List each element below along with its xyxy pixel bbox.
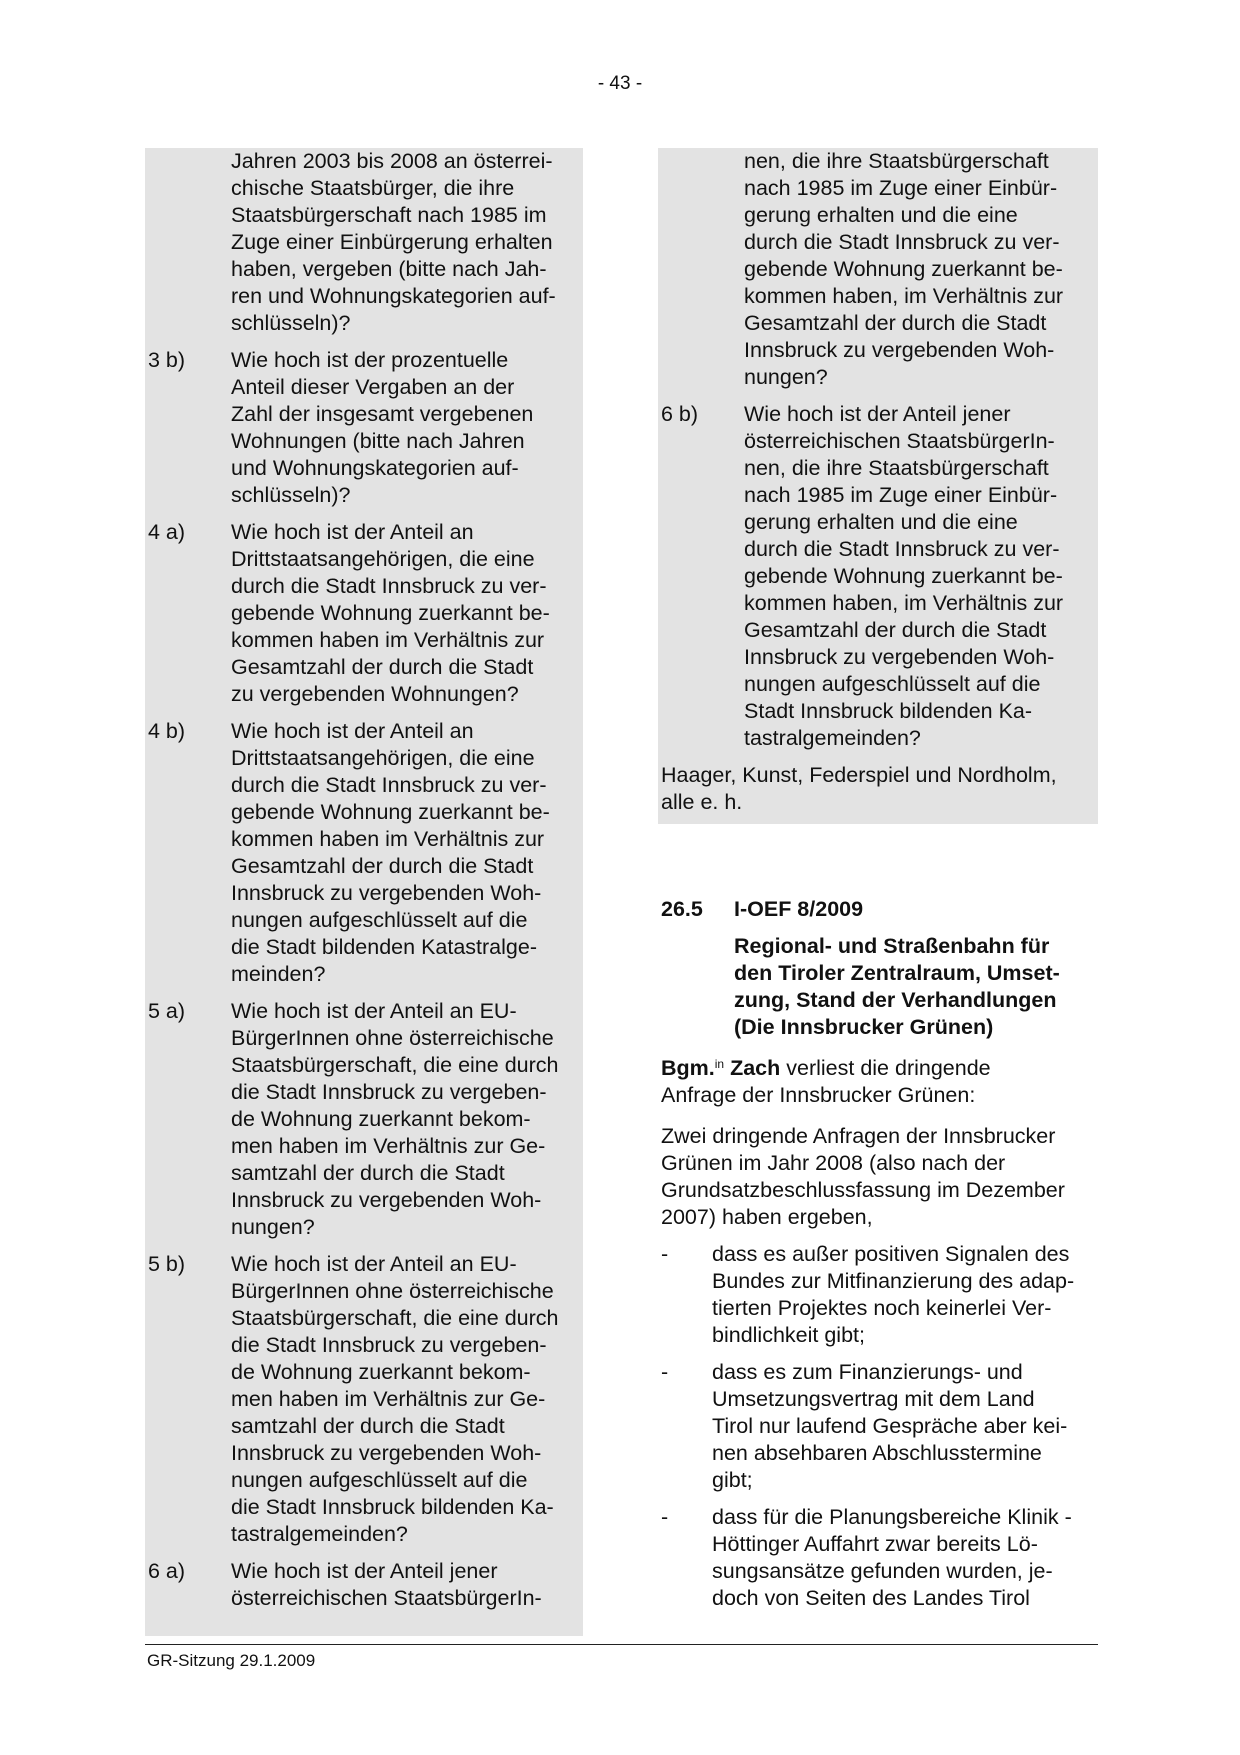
text-line: Innsbruck zu vergebenden Woh- (231, 1441, 542, 1465)
text-line: Zwei dringende Anfragen der Innsbrucker (661, 1124, 1056, 1148)
text-line: gebende Wohnung zuerkannt be- (231, 601, 550, 625)
text-line: Umsetzungsvertrag mit dem Land (712, 1387, 1035, 1411)
question-number: 6 b) (661, 402, 699, 426)
text-line: Wie hoch ist der Anteil an (231, 520, 474, 544)
text-line: zu vergebenden Wohnungen? (231, 682, 519, 706)
text-line: men haben im Verhältnis zur Ge- (231, 1134, 546, 1158)
text-line: die Stadt Innsbruck zu vergeben- (231, 1333, 547, 1357)
text-line: dass es außer positiven Signalen des (712, 1242, 1070, 1266)
text-line: Wie hoch ist der Anteil jener (231, 1559, 498, 1583)
question-number: 3 b) (148, 348, 186, 372)
text-line: nungen aufgeschlüsselt auf die (231, 908, 528, 932)
page-number: - 43 - (597, 73, 643, 94)
text-line: tierten Projektes noch keinerlei Ver- (712, 1296, 1052, 1320)
text-line: durch die Stadt Innsbruck zu ver- (744, 537, 1060, 561)
text-line: sungsansätze gefunden wurden, je- (712, 1559, 1053, 1583)
question-number: 6 a) (148, 1559, 186, 1583)
text-line: Grünen im Jahr 2008 (also nach der (661, 1151, 1006, 1175)
text-line: Stadt Innsbruck bildenden Ka- (744, 699, 1033, 723)
text-line: verliest die dringende (786, 1056, 991, 1080)
section-code: I-OEF 8/2009 (734, 897, 864, 921)
text-line: bindlichkeit gibt; (712, 1323, 865, 1347)
text-line: (Die Innsbrucker Grünen) (734, 1015, 994, 1039)
text-line: ren und Wohnungskategorien auf- (231, 284, 556, 308)
question-5b (145, 1251, 583, 1548)
bullet-dash: - (661, 1242, 669, 1266)
text-line: BürgerInnen ohne österreichische (231, 1026, 554, 1050)
text-line: gebende Wohnung zuerkannt be- (744, 257, 1063, 281)
text-line: Zahl der insgesamt vergebenen (231, 402, 534, 426)
text-line: Gesamtzahl der durch die Stadt (744, 311, 1047, 335)
body-paragraph (658, 1123, 1098, 1231)
text-line: chische Staatsbürger, die ihre (231, 176, 515, 200)
text-line: schlüsseln)? (231, 311, 351, 335)
text-line: samtzahl der durch die Stadt (231, 1161, 505, 1185)
speaker-title: Bgm. (661, 1056, 715, 1080)
text-line: gerung erhalten und die eine (744, 510, 1018, 534)
text-line: Wie hoch ist der Anteil an EU- (231, 1252, 517, 1276)
text-line: Innsbruck zu vergebenden Woh- (231, 881, 542, 905)
text-line: BürgerInnen ohne österreichische (231, 1279, 554, 1303)
text-line: Jahren 2003 bis 2008 an österrei- (231, 149, 553, 173)
text-line: Wie hoch ist der prozentuelle (231, 348, 509, 372)
text-line: Bundes zur Mitfinanzierung des adap- (712, 1269, 1075, 1293)
question-3b (145, 347, 583, 509)
text-line: Gesamtzahl der durch die Stadt (231, 655, 534, 679)
text-line: kommen haben, im Verhältnis zur (744, 591, 1064, 615)
bullet-item (661, 1504, 1098, 1612)
text-line: nen absehbaren Abschlusstermine (712, 1441, 1042, 1465)
text-line: Staatsbürgerschaft, die eine durch (231, 1053, 559, 1077)
page-footer: GR-Sitzung 29.1.2009 (147, 1651, 316, 1670)
text-line: gibt; (712, 1468, 753, 1492)
text-line: die Stadt Innsbruck zu vergeben- (231, 1080, 547, 1104)
speaker-title-suffix: in (714, 1057, 725, 1071)
text-line: Anfrage der Innsbrucker Grünen: (661, 1083, 976, 1107)
signers (658, 762, 1098, 816)
question-number: 5 b) (148, 1252, 186, 1276)
text-line: Haager, Kunst, Federspiel und Nordholm, (661, 763, 1057, 787)
text-line: die Stadt bildenden Katastralge- (231, 935, 537, 959)
text-line: nungen aufgeschlüsselt auf die (231, 1468, 528, 1492)
text-line: nach 1985 im Zuge einer Einbür- (744, 176, 1058, 200)
footer-divider (145, 1644, 1098, 1645)
text-line: dass für die Planungsbereiche Klinik - (712, 1505, 1072, 1529)
section-number: 26.5 (661, 897, 703, 921)
text-line: kommen haben, im Verhältnis zur (744, 284, 1064, 308)
question-6b (658, 401, 1098, 752)
text-line: nungen aufgeschlüsselt auf die (744, 672, 1041, 696)
text-line: durch die Stadt Innsbruck zu ver- (744, 230, 1060, 254)
text-line: den Tiroler Zentralraum, Umset- (734, 961, 1060, 985)
text-line: durch die Stadt Innsbruck zu ver- (231, 773, 547, 797)
question-4b (145, 718, 583, 988)
left-column (145, 148, 583, 1622)
text-line: schlüsseln)? (231, 483, 351, 507)
text-line: Drittstaatsangehörigen, die eine (231, 746, 535, 770)
text-line: Wie hoch ist der Anteil an EU- (231, 999, 517, 1023)
text-line: men haben im Verhältnis zur Ge- (231, 1387, 546, 1411)
section-heading (661, 896, 1098, 923)
text-line: nen, die ihre Staatsbürgerschaft (744, 456, 1049, 480)
text-line: tastralgemeinden? (744, 726, 921, 750)
text-line: und Wohnungskategorien auf- (231, 456, 519, 480)
text-line: Wohnungen (bitte nach Jahren (231, 429, 525, 453)
bullet-item (661, 1359, 1098, 1494)
text-line: Drittstaatsangehörigen, die eine (231, 547, 535, 571)
question-continuation (145, 148, 583, 337)
text-line: Gesamtzahl der durch die Stadt (231, 854, 534, 878)
text-line: österreichischen StaatsbürgerIn- (231, 1586, 542, 1610)
text-line: tastralgemeinden? (231, 1522, 408, 1546)
text-line: haben, vergeben (bitte nach Jah- (231, 257, 547, 281)
question-6a (145, 1558, 583, 1612)
speaker-paragraph (658, 1055, 1098, 1109)
bullet-item (661, 1241, 1098, 1349)
text-line: nach 1985 im Zuge einer Einbür- (744, 483, 1058, 507)
text-line: alle e. h. (661, 790, 743, 814)
text-line: Innsbruck zu vergebenden Woh- (744, 338, 1055, 362)
question-4a (145, 519, 583, 708)
text-line: durch die Stadt Innsbruck zu ver- (231, 574, 547, 598)
text-line: meinden? (231, 962, 326, 986)
text-line: kommen haben im Verhältnis zur (231, 827, 545, 851)
text-line: Regional- und Straßenbahn für (734, 934, 1050, 958)
question-5a (145, 998, 583, 1241)
text-line: Gesamtzahl der durch die Stadt (744, 618, 1047, 642)
speaker-name: Zach (730, 1056, 781, 1080)
text-line: zung, Stand der Verhandlungen (734, 988, 1057, 1012)
section-title (658, 933, 1098, 1041)
text-line: Tirol nur laufend Gespräche aber kei- (712, 1414, 1068, 1438)
text-line: gebende Wohnung zuerkannt be- (231, 800, 550, 824)
text-line: Höttinger Auffahrt zwar bereits Lö- (712, 1532, 1038, 1556)
text-line: Innsbruck zu vergebenden Woh- (744, 645, 1055, 669)
text-line: gebende Wohnung zuerkannt be- (744, 564, 1063, 588)
question-number: 4 b) (148, 719, 186, 743)
text-line: Grundsatzbeschlussfassung im Dezember (661, 1178, 1065, 1202)
text-line: Staatsbürgerschaft, die eine durch (231, 1306, 559, 1330)
text-line: Wie hoch ist der Anteil jener (744, 402, 1011, 426)
bullet-dash: - (661, 1505, 669, 1529)
text-line: nungen? (231, 1215, 315, 1239)
text-line: nen, die ihre Staatsbürgerschaft (744, 149, 1049, 173)
text-line: doch von Seiten des Landes Tirol (712, 1586, 1030, 1610)
text-line: samtzahl der durch die Stadt (231, 1414, 505, 1438)
text-line: 2007) haben ergeben, (661, 1205, 873, 1229)
text-line: die Stadt Innsbruck bildenden Ka- (231, 1495, 554, 1519)
text-line: Innsbruck zu vergebenden Woh- (231, 1188, 542, 1212)
text-line: nungen? (744, 365, 828, 389)
text-line: de Wohnung zuerkannt bekom- (231, 1107, 531, 1131)
text-line: kommen haben im Verhältnis zur (231, 628, 545, 652)
question-continuation (658, 148, 1098, 391)
text-line: gerung erhalten und die eine (744, 203, 1018, 227)
text-line: dass es zum Finanzierungs- und (712, 1360, 1023, 1384)
question-number: 5 a) (148, 999, 186, 1023)
text-line: Staatsbürgerschaft nach 1985 im (231, 203, 547, 227)
question-number: 4 a) (148, 520, 186, 544)
text-line: de Wohnung zuerkannt bekom- (231, 1360, 531, 1384)
right-column (658, 148, 1098, 1612)
text-line: Wie hoch ist der Anteil an (231, 719, 474, 743)
text-line: österreichischen StaatsbürgerIn- (744, 429, 1055, 453)
text-line: Zuge einer Einbürgerung erhalten (231, 230, 553, 254)
bullet-dash: - (661, 1360, 669, 1384)
text-line: Anteil dieser Vergaben an der (231, 375, 515, 399)
